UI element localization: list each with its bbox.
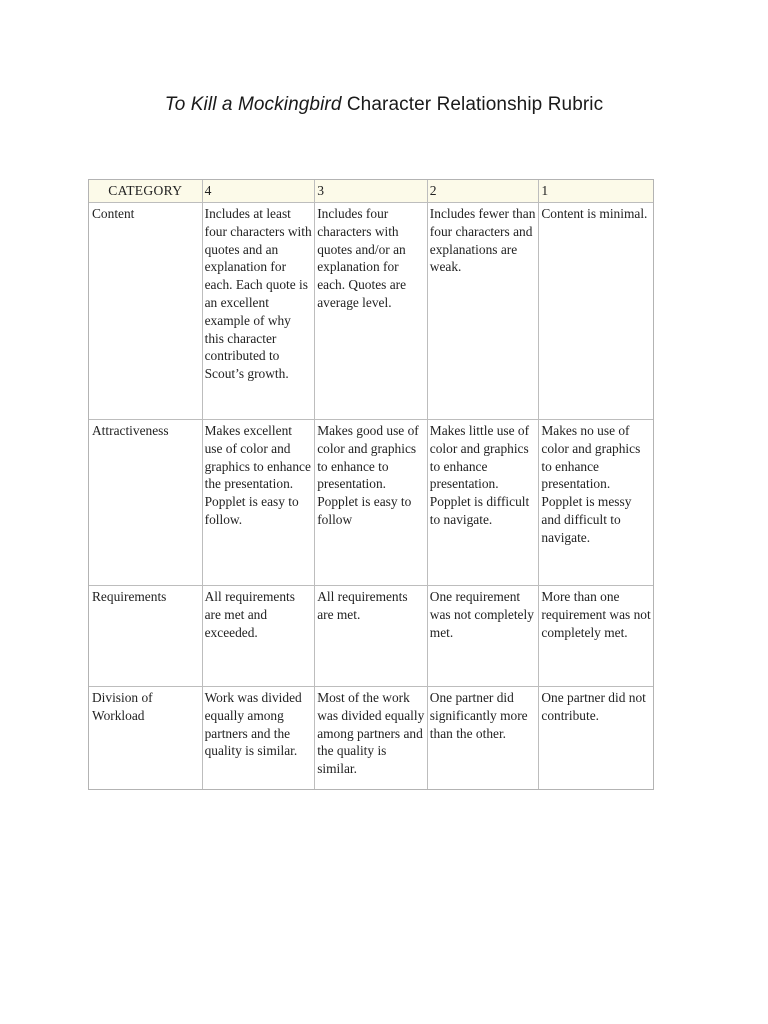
header-category: CATEGORY — [89, 180, 203, 203]
header-row — [89, 180, 653, 203]
table-cell: One requirement was not completely met. — [428, 586, 540, 687]
page-title — [0, 94, 768, 116]
table-cell: One partner did significantly more than the other. — [428, 687, 540, 789]
title-rest: Character Relationship Rubric — [341, 94, 604, 115]
table-cell: Makes no use of color and graphics to enhance presentation. Popplet is messy and difficult to navigate. — [539, 420, 653, 586]
table-row-requirements — [89, 586, 653, 687]
table-cell: Most of the work was divided equally among partners and the quality is similar. — [315, 687, 428, 789]
table-cell: More than one requirement was not completely met. — [539, 586, 653, 687]
table-row-attractiveness — [89, 420, 653, 586]
table-cell: One partner did not contribute. — [541, 690, 646, 723]
table-cell: Makes good use of color and graphics to enhance to presentation. Popplet is easy to follow — [315, 420, 428, 586]
row-label-workload: Division of Workload — [89, 687, 203, 789]
table-cell: Includes at least four characters with quotes and an explanation for each. Each quote is an excellent example of why this character contributed to Scout’s growth. — [203, 203, 316, 420]
header-score-3: 3 — [315, 180, 428, 203]
header-score-4: 4 — [203, 180, 316, 203]
row-label-attractiveness: Attractiveness — [89, 420, 203, 586]
header-score-2: 2 — [428, 180, 540, 203]
header-score-1: 1 — [539, 180, 653, 203]
rubric-table — [88, 179, 654, 790]
title-book-name: To Kill a Mockingbird — [164, 94, 342, 115]
table-row-content — [89, 203, 653, 420]
table-cell: Makes excellent use of color and graphics to enhance the presentation. Popplet is easy to follow. — [203, 420, 316, 586]
table-cell: Work was divided equally among partners and the quality is similar. — [203, 687, 316, 789]
table-cell: Includes fewer than four characters and explanations are weak. — [428, 203, 540, 420]
table-cell: Content is minimal. — [539, 203, 653, 420]
table-cell: Makes little use of color and graphics to enhance presentation. Popplet is difficult to navigate. — [428, 420, 540, 586]
table-row-workload — [89, 687, 653, 789]
table-cell: All requirements are met and exceeded. — [203, 586, 316, 687]
row-label-requirements: Requirements — [89, 586, 203, 687]
table-cell: All requirements are met. — [315, 586, 428, 687]
table-cell: Includes four characters with quotes and/or an explanation for each. Quotes are average level. — [315, 203, 428, 420]
row-label-content: Content — [89, 203, 203, 420]
